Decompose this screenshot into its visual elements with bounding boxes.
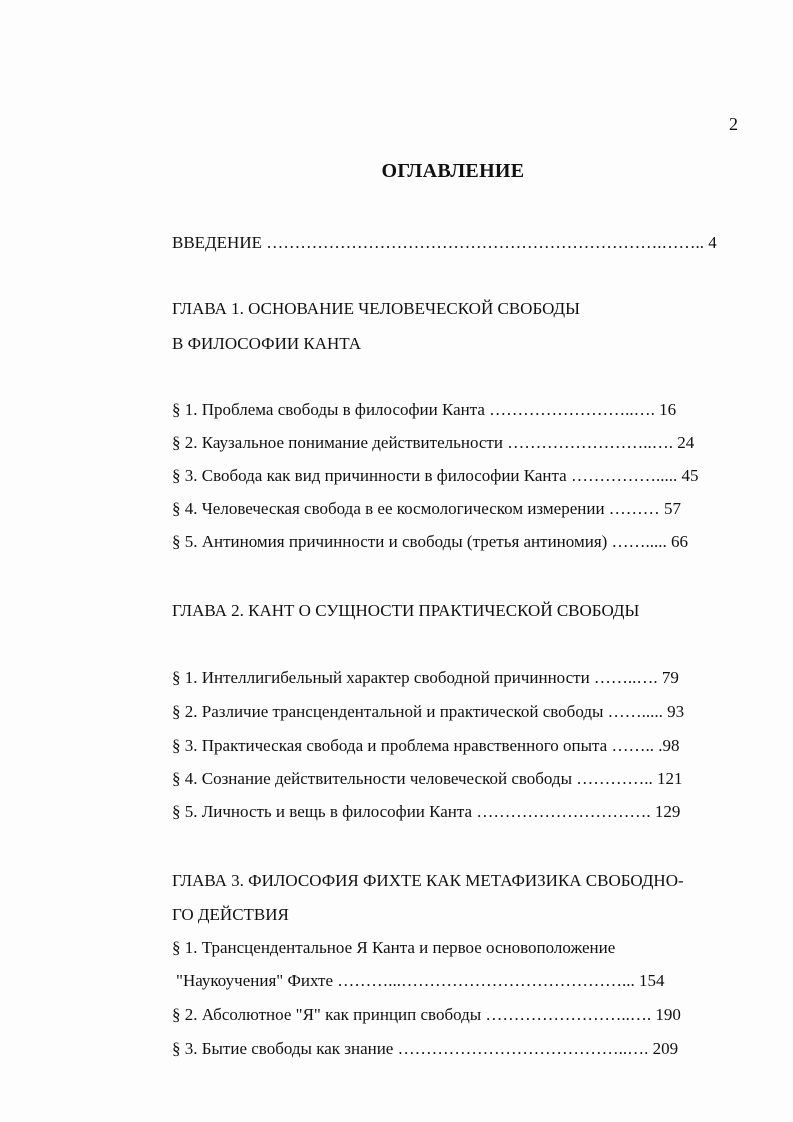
toc-entry-introduction: ВВЕДЕНИЕ …………………………………………………………….…….. 4	[172, 233, 717, 252]
toc-entry-ch2-sec1: § 1. Интеллигибельный характер свободной причинности ……..…. 79	[172, 668, 679, 687]
chapter-3-title-line-2: ГО ДЕЙСТВИЯ	[172, 905, 289, 924]
toc-entry-ch1-sec1: § 1. Проблема свободы в философии Канта ……………………..…. 16	[172, 400, 677, 419]
chapter-2-title: ГЛАВА 2. КАНТ О СУЩНОСТИ ПРАКТИЧЕСКОЙ СВОБОДЫ	[172, 601, 640, 620]
chapter-1-title-line-2: В ФИЛОСОФИИ КАНТА	[172, 334, 362, 353]
toc-entry-ch2-sec3: § 3. Практическая свобода и проблема нравственного опыта …….. .98	[172, 736, 680, 755]
toc-entry-ch1-sec5: § 5. Антиномия причинности и свободы (третья антиномия) ……..... 66	[172, 532, 689, 551]
toc-title: ОГЛАВЛЕНИЕ	[381, 160, 525, 182]
toc-entry-ch1-sec4: § 4. Человеческая свобода в ее космологическом измерении ……… 57	[172, 499, 682, 518]
toc-entry-ch3-sec3: § 3. Бытие свободы как знание …………………………………..…. 209	[172, 1039, 679, 1058]
toc-entry-ch2-sec4: § 4. Сознание действительности человеческой свободы ………….. 121	[172, 769, 683, 788]
chapter-3-title-line-1: ГЛАВА 3. ФИЛОСОФИЯ ФИХТЕ КАК МЕТАФИЗИКА СВОБОДНО-	[172, 871, 684, 890]
page-number: 2	[729, 114, 738, 134]
toc-entry-ch1-sec2: § 2. Каузальное понимание действительности ……………………..…. 24	[172, 433, 695, 452]
toc-entry-ch3-sec1-line-2: "Наукоучения" Фихте ………...…………………………………... 154	[176, 971, 665, 990]
toc-entry-ch2-sec2: § 2. Различие трансцендентальной и практической свободы ……..... 93	[172, 702, 685, 721]
toc-entry-ch3-sec2: § 2. Абсолютное "Я" как принцип свободы ……………………..…. 190	[172, 1005, 681, 1024]
toc-entry-ch2-sec5: § 5. Личность и вещь в философии Канта …………………………. 129	[172, 802, 681, 821]
chapter-1-title-line-1: ГЛАВА 1. ОСНОВАНИЕ ЧЕЛОВЕЧЕСКОЙ СВОБОДЫ	[172, 299, 580, 318]
toc-entry-ch3-sec1-line-1: § 1. Трансцендентальное Я Канта и первое основоположение	[172, 938, 616, 957]
toc-entry-ch1-sec3: § 3. Свобода как вид причинности в философии Канта ……………..... 45	[172, 466, 699, 485]
